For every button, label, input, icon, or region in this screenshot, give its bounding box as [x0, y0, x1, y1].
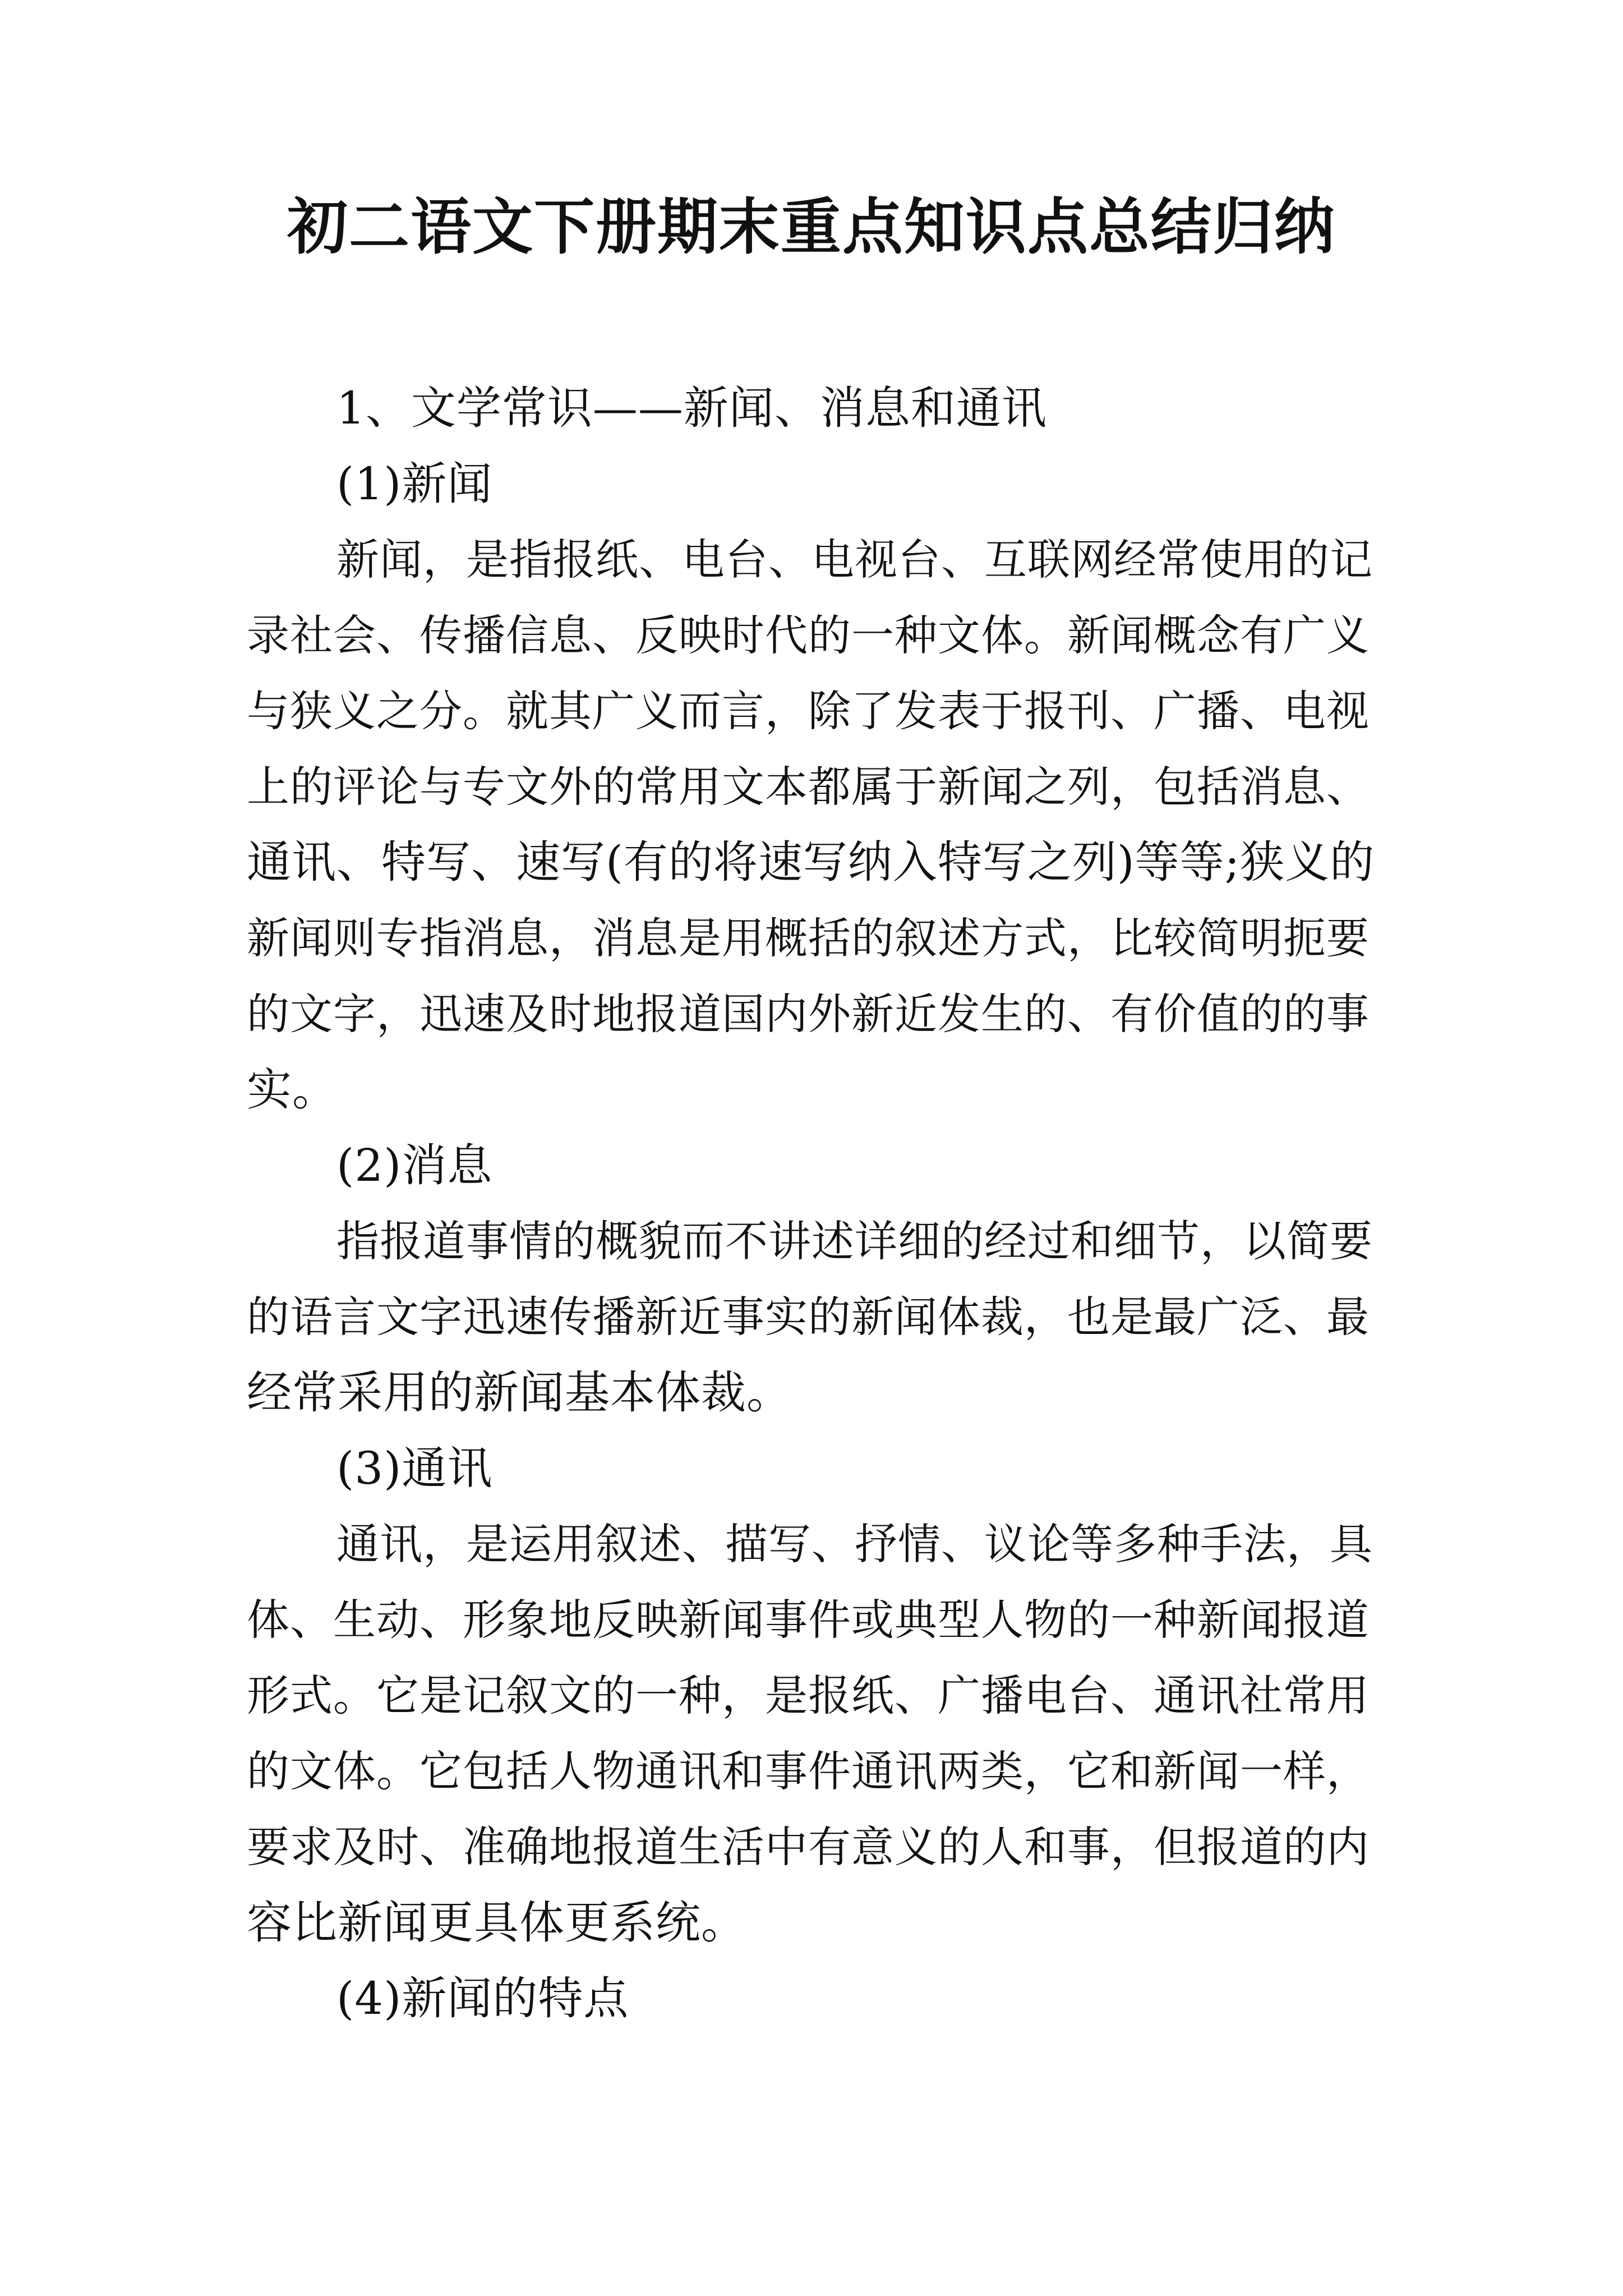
text-line: 体、生动、形象地反映新闻事件或典型人物的一种新闻报道 — [247, 1595, 1370, 1645]
text-line: 形式。它是记叙文的一种，是报纸、广播电台、通讯社常用 — [247, 1671, 1370, 1720]
text-line: (2)消息 — [336, 1139, 493, 1191]
text-line: 实。 — [247, 1064, 338, 1116]
text-line: 新闻则专指消息，消息是用概括的叙述方式，比较简明扼要 — [247, 913, 1370, 963]
text-line: 上的评论与专文外的常用文本都属于新闻之列，包括消息、 — [247, 762, 1370, 812]
document-body — [247, 370, 1380, 2036]
text-line: 要求及时、准确地报道生活中有意义的人和事，但报道的内 — [247, 1822, 1370, 1872]
text-line: 指报道事情的概貌而不讲述详细的经过和细节，以简要 — [336, 1216, 1373, 1266]
text-line: (3)通讯 — [336, 1442, 493, 1494]
text-line: 1、文学常识——新闻、消息和通讯 — [336, 382, 1047, 434]
text-line: (1)新闻 — [336, 458, 493, 510]
text-line: 的语言文字迅速传播新近事实的新闻体裁，也是最广泛、最 — [247, 1292, 1370, 1342]
text-line: 的文字，迅速及时地报道国内外新近发生的、有价值的的事 — [247, 989, 1370, 1039]
text-line: 录社会、传播信息、反映时代的一种文体。新闻概念有广义 — [247, 610, 1370, 660]
page-title: 初二语文下册期末重点知识点总结归纳 — [287, 192, 1336, 263]
text-line: 的文体。它包括人物通讯和事件通讯两类，它和新闻一样， — [247, 1746, 1370, 1796]
text-line: 容比新闻更具体更系统。 — [247, 1897, 746, 1949]
text-line: 通讯，是运用叙述、描写、抒情、议论等多种手法，具 — [336, 1519, 1373, 1569]
text-line: 经常采用的新闻基本体裁。 — [247, 1366, 792, 1419]
text-line: 通讯、特写、速写(有的将速写纳入特写之列)等等;狭义的 — [247, 836, 1375, 888]
text-line: (4)新闻的特点 — [336, 1972, 629, 2024]
text-line: 与狭义之分。就其广义而言，除了发表于报刊、广播、电视 — [247, 686, 1370, 736]
text-line: 新闻，是指报纸、电台、电视台、互联网经常使用的记 — [336, 535, 1373, 585]
